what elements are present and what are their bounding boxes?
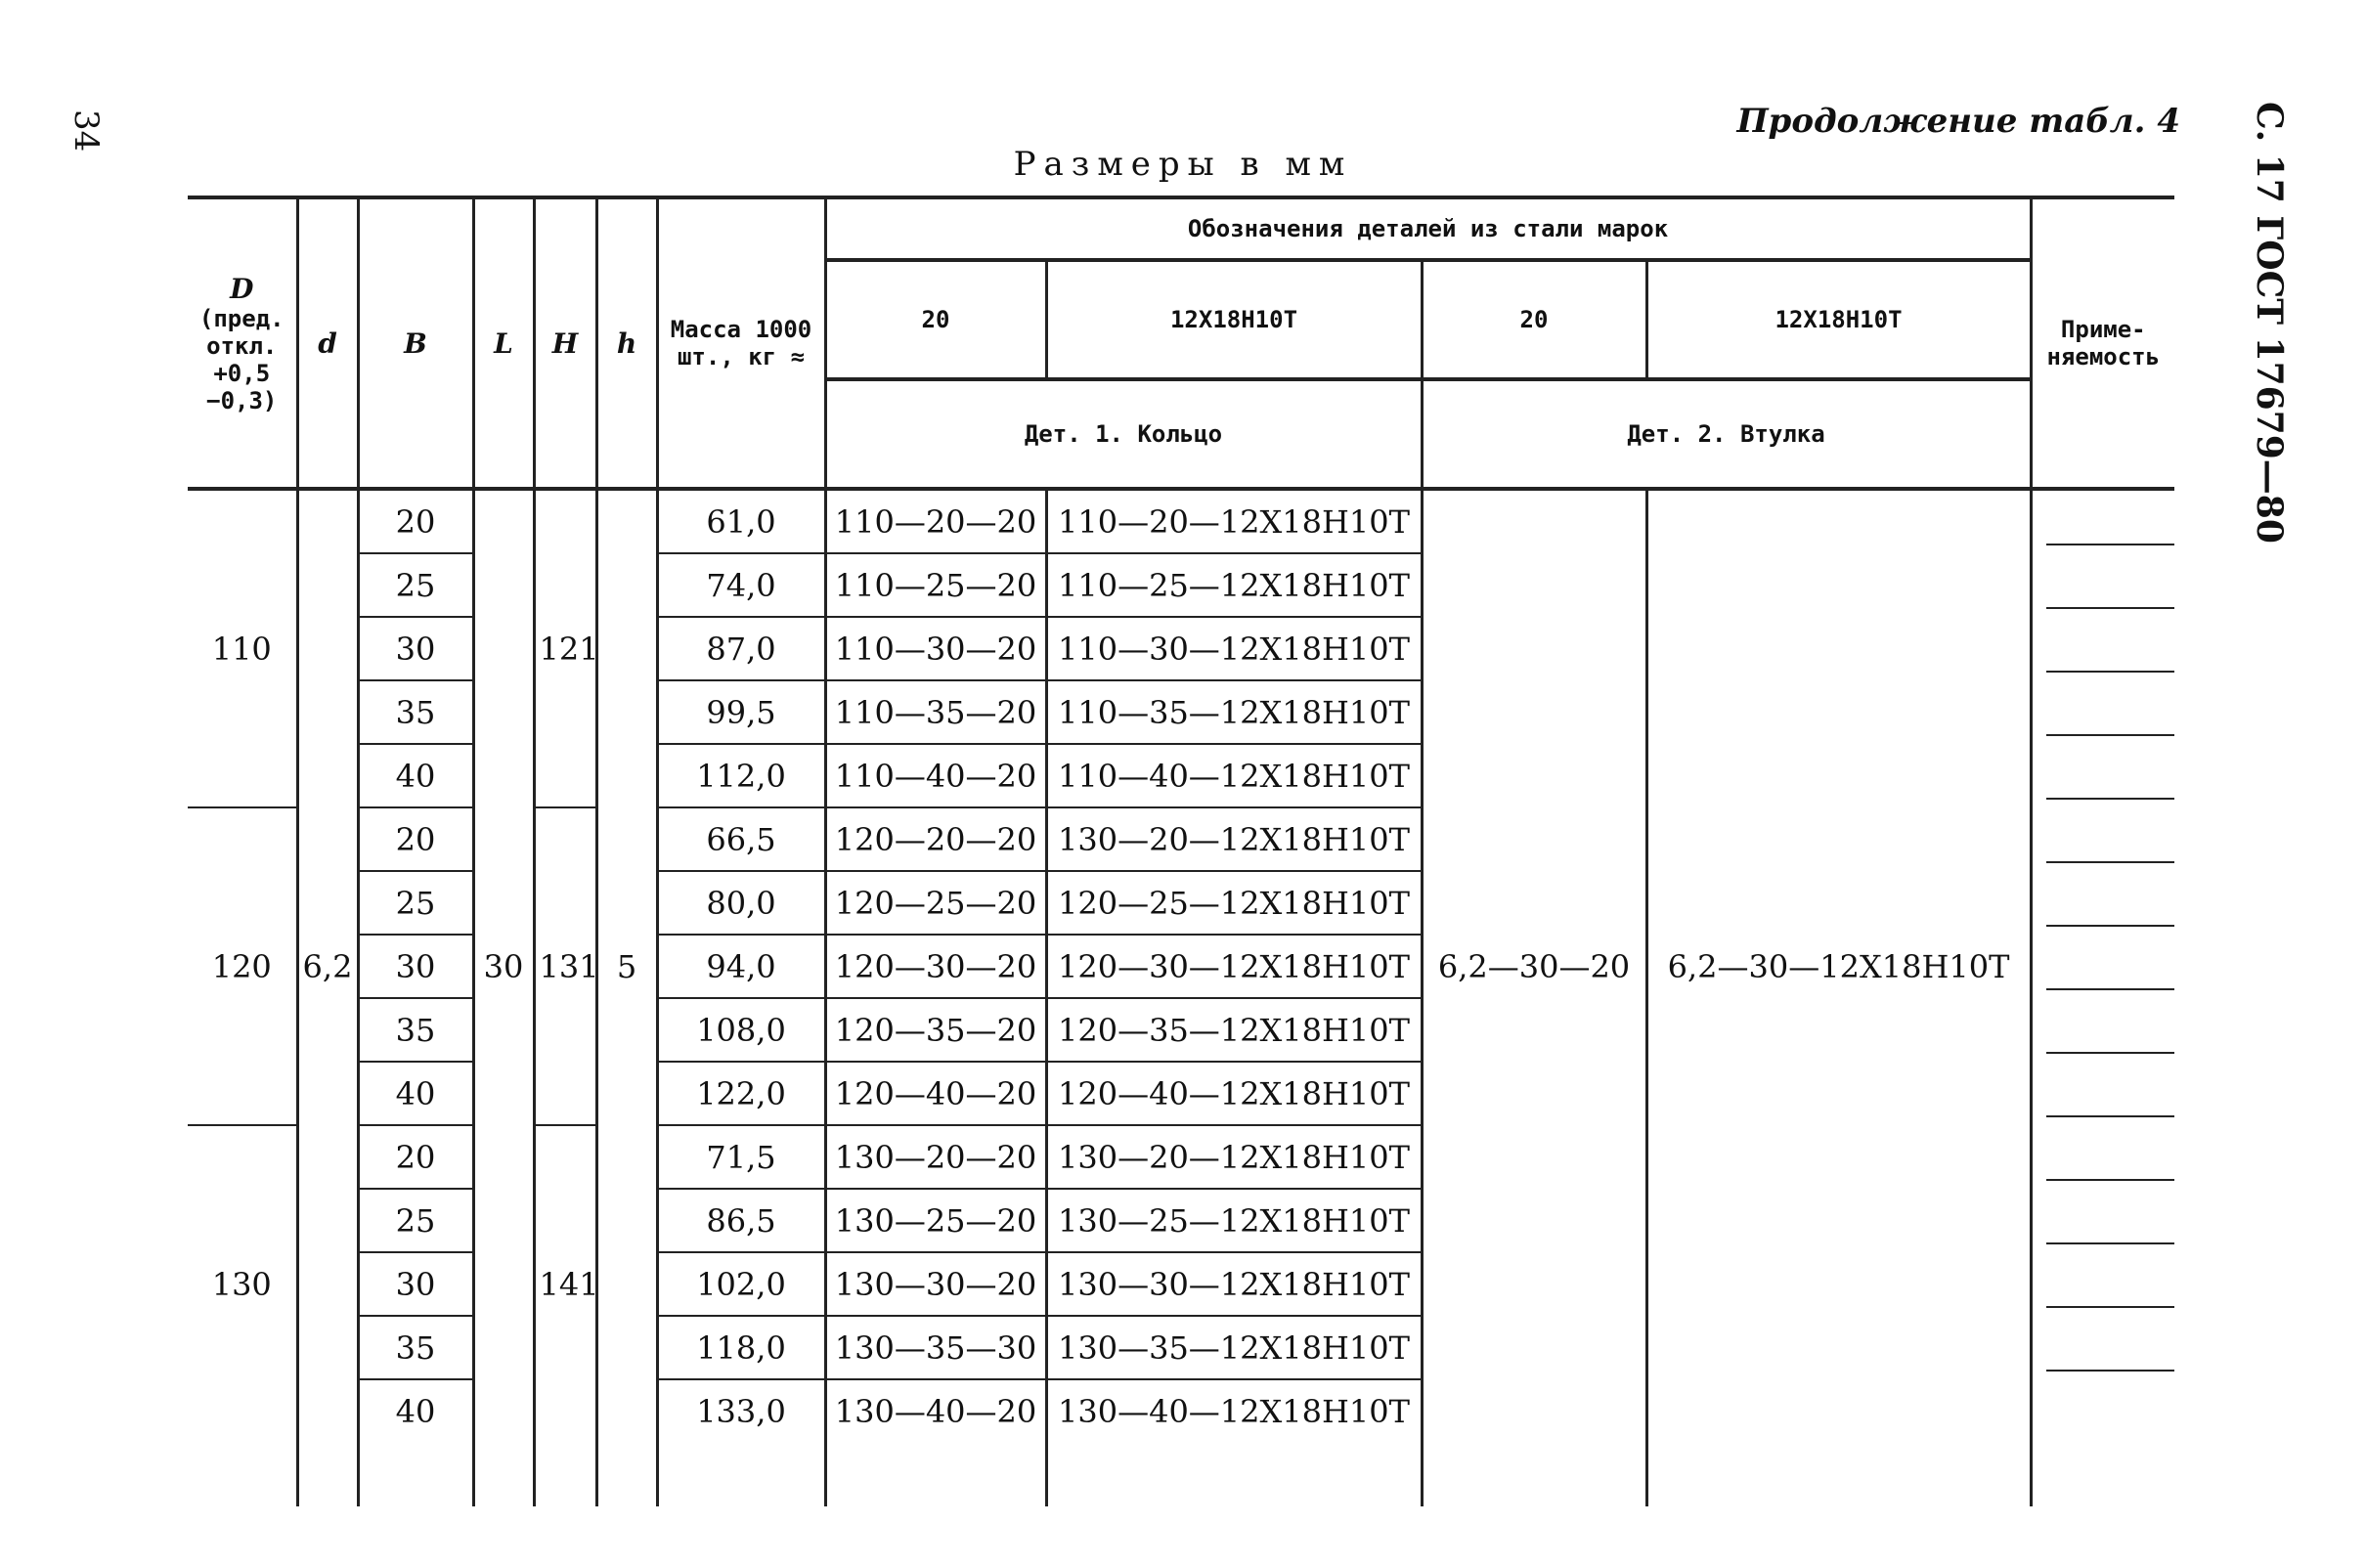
- cell-ring-12x: 120—35—12Х18Н10Т: [1046, 998, 1422, 1062]
- spacer-cell: [2031, 1442, 2174, 1506]
- header-B: B: [358, 197, 473, 489]
- cell-ring-20: 110—25—20: [825, 553, 1046, 617]
- side-header: С. 17 ГОСТ 17679—80: [2249, 102, 2290, 544]
- cell-ring-12x: 130—30—12Х18Н10Т: [1046, 1252, 1422, 1316]
- cell-ring-12x: 130—25—12Х18Н10Т: [1046, 1189, 1422, 1252]
- cell-mass: 71,5: [657, 1125, 825, 1189]
- continuation-label: Продолжение табл. 4: [1736, 102, 2180, 141]
- cell-B: 30: [358, 935, 473, 998]
- cell-ring-20: 120—40—20: [825, 1062, 1046, 1125]
- cell-ring-20: 110—30—20: [825, 617, 1046, 680]
- header-designations: Обозначения деталей из стали марок: [825, 197, 2031, 260]
- spacer-cell: [1646, 1442, 2031, 1506]
- cell-ring-20: 120—25—20: [825, 871, 1046, 935]
- cell-mass: 108,0: [657, 998, 825, 1062]
- cell-applicability: [2031, 1125, 2174, 1189]
- spacer-cell: [825, 1442, 1046, 1506]
- spacer-cell: [657, 1442, 825, 1506]
- cell-mass: 74,0: [657, 553, 825, 617]
- spacer-cell: [534, 1442, 596, 1506]
- spacer-cell: [596, 1442, 657, 1506]
- cell-ring-12x: 130—40—12Х18Н10Т: [1046, 1379, 1422, 1442]
- cell-B: 25: [358, 553, 473, 617]
- cell-applicability: [2031, 1252, 2174, 1316]
- header-steel-20-ring: 20: [825, 260, 1046, 379]
- cell-D: 120: [188, 807, 297, 1125]
- cell-L: 30: [473, 489, 534, 1442]
- cell-applicability: [2031, 680, 2174, 744]
- cell-ring-20: 120—20—20: [825, 807, 1046, 871]
- cell-B: 40: [358, 744, 473, 807]
- cell-B: 35: [358, 998, 473, 1062]
- spacer-cell: [1046, 1442, 1422, 1506]
- cell-ring-12x: 110—35—12Х18Н10Т: [1046, 680, 1422, 744]
- cell-ring-20: 130—40—20: [825, 1379, 1046, 1442]
- cell-bush-20: 6,2—30—20: [1422, 489, 1646, 1442]
- cell-d: 6,2: [297, 489, 358, 1442]
- cell-mass: 99,5: [657, 680, 825, 744]
- cell-B: 35: [358, 680, 473, 744]
- cell-mass: 102,0: [657, 1252, 825, 1316]
- cell-ring-20: 120—35—20: [825, 998, 1046, 1062]
- header-part-bush: Дет. 2. Втулка: [1422, 379, 2031, 489]
- spacer-cell: [1422, 1442, 1646, 1506]
- cell-applicability: [2031, 1379, 2174, 1442]
- header-D: D (пред. откл. +0,5 −0,3): [188, 197, 297, 489]
- header-mass: Масса 1000 шт., кг ≈: [657, 197, 825, 489]
- cell-ring-20: 110—35—20: [825, 680, 1046, 744]
- cell-mass: 61,0: [657, 489, 825, 553]
- cell-ring-12x: 110—25—12Х18Н10Т: [1046, 553, 1422, 617]
- cell-mass: 87,0: [657, 617, 825, 680]
- cell-ring-12x: 120—30—12Х18Н10Т: [1046, 935, 1422, 998]
- cell-applicability: [2031, 1316, 2174, 1379]
- cell-mass: 133,0: [657, 1379, 825, 1442]
- cell-ring-20: 110—20—20: [825, 489, 1046, 553]
- table-row: [188, 489, 2174, 553]
- cell-B: 30: [358, 1252, 473, 1316]
- cell-applicability: [2031, 935, 2174, 998]
- cell-applicability: [2031, 871, 2174, 935]
- header-h: h: [596, 197, 657, 489]
- cell-B: 20: [358, 1125, 473, 1189]
- cell-applicability: [2031, 807, 2174, 871]
- cell-h: 5: [596, 489, 657, 1442]
- cell-mass: 86,5: [657, 1189, 825, 1252]
- cell-mass: 66,5: [657, 807, 825, 871]
- spacer-cell: [188, 1442, 297, 1506]
- header-steel-12x-bush: 12Х18Н10Т: [1646, 260, 2031, 379]
- header-d: d: [297, 197, 358, 489]
- cell-H: 141: [534, 1125, 596, 1442]
- cell-applicability: [2031, 744, 2174, 807]
- cell-B: 20: [358, 807, 473, 871]
- cell-D: 110: [188, 489, 297, 807]
- cell-ring-12x: 130—20—12Х18Н10Т: [1046, 1125, 1422, 1189]
- cell-applicability: [2031, 998, 2174, 1062]
- cell-ring-20: 110—40—20: [825, 744, 1046, 807]
- cell-B: 20: [358, 489, 473, 553]
- cell-mass: 94,0: [657, 935, 825, 998]
- cell-H: 121: [534, 489, 596, 807]
- cell-ring-20: 130—35—30: [825, 1316, 1046, 1379]
- header-steel-20-bush: 20: [1422, 260, 1646, 379]
- cell-B: 40: [358, 1062, 473, 1125]
- header-steel-12x-ring: 12Х18Н10Т: [1046, 260, 1422, 379]
- cell-applicability: [2031, 617, 2174, 680]
- cell-mass: 80,0: [657, 871, 825, 935]
- table-spacer-row: [188, 1442, 2174, 1506]
- cell-B: 25: [358, 871, 473, 935]
- header-L: L: [473, 197, 534, 489]
- table-body: [188, 489, 2174, 1506]
- cell-ring-20: 130—20—20: [825, 1125, 1046, 1189]
- units-caption: Размеры в мм: [1013, 145, 1353, 184]
- cell-ring-12x: 120—40—12Х18Н10Т: [1046, 1062, 1422, 1125]
- cell-ring-20: 120—30—20: [825, 935, 1046, 998]
- cell-applicability: [2031, 1062, 2174, 1125]
- dimensions-table: [188, 196, 2174, 1506]
- cell-applicability: [2031, 489, 2174, 553]
- cell-B: 35: [358, 1316, 473, 1379]
- cell-B: 30: [358, 617, 473, 680]
- cell-B: 40: [358, 1379, 473, 1442]
- cell-ring-12x: 130—35—12Х18Н10Т: [1046, 1316, 1422, 1379]
- header-applicability: Приме-няемость: [2031, 197, 2174, 489]
- cell-H: 131: [534, 807, 596, 1125]
- spacer-cell: [297, 1442, 358, 1506]
- cell-ring-12x: 130—20—12Х18Н10Т: [1046, 807, 1422, 871]
- page-number: 34: [66, 109, 106, 152]
- cell-ring-20: 130—25—20: [825, 1189, 1046, 1252]
- cell-bush-12x: 6,2—30—12Х18Н10Т: [1646, 489, 2031, 1442]
- cell-applicability: [2031, 1189, 2174, 1252]
- cell-ring-20: 130—30—20: [825, 1252, 1046, 1316]
- cell-D: 130: [211, 1265, 272, 1303]
- cell-mass: 118,0: [657, 1316, 825, 1379]
- cell-B: 25: [358, 1189, 473, 1252]
- cell-mass: 122,0: [657, 1062, 825, 1125]
- table-header: [188, 197, 2174, 489]
- cell-ring-12x: 120—25—12Х18Н10Т: [1046, 871, 1422, 935]
- cell-applicability: [2031, 553, 2174, 617]
- header-H: H: [534, 197, 596, 489]
- cell-ring-12x: 110—40—12Х18Н10Т: [1046, 744, 1422, 807]
- header-part-ring: Дет. 1. Кольцо: [825, 379, 1422, 489]
- cell-ring-12x: 110—20—12Х18Н10Т: [1046, 489, 1422, 553]
- cell-ring-12x: 110—30—12Х18Н10Т: [1046, 617, 1422, 680]
- spacer-cell: [473, 1442, 534, 1506]
- spacer-cell: [358, 1442, 473, 1506]
- cell-mass: 112,0: [657, 744, 825, 807]
